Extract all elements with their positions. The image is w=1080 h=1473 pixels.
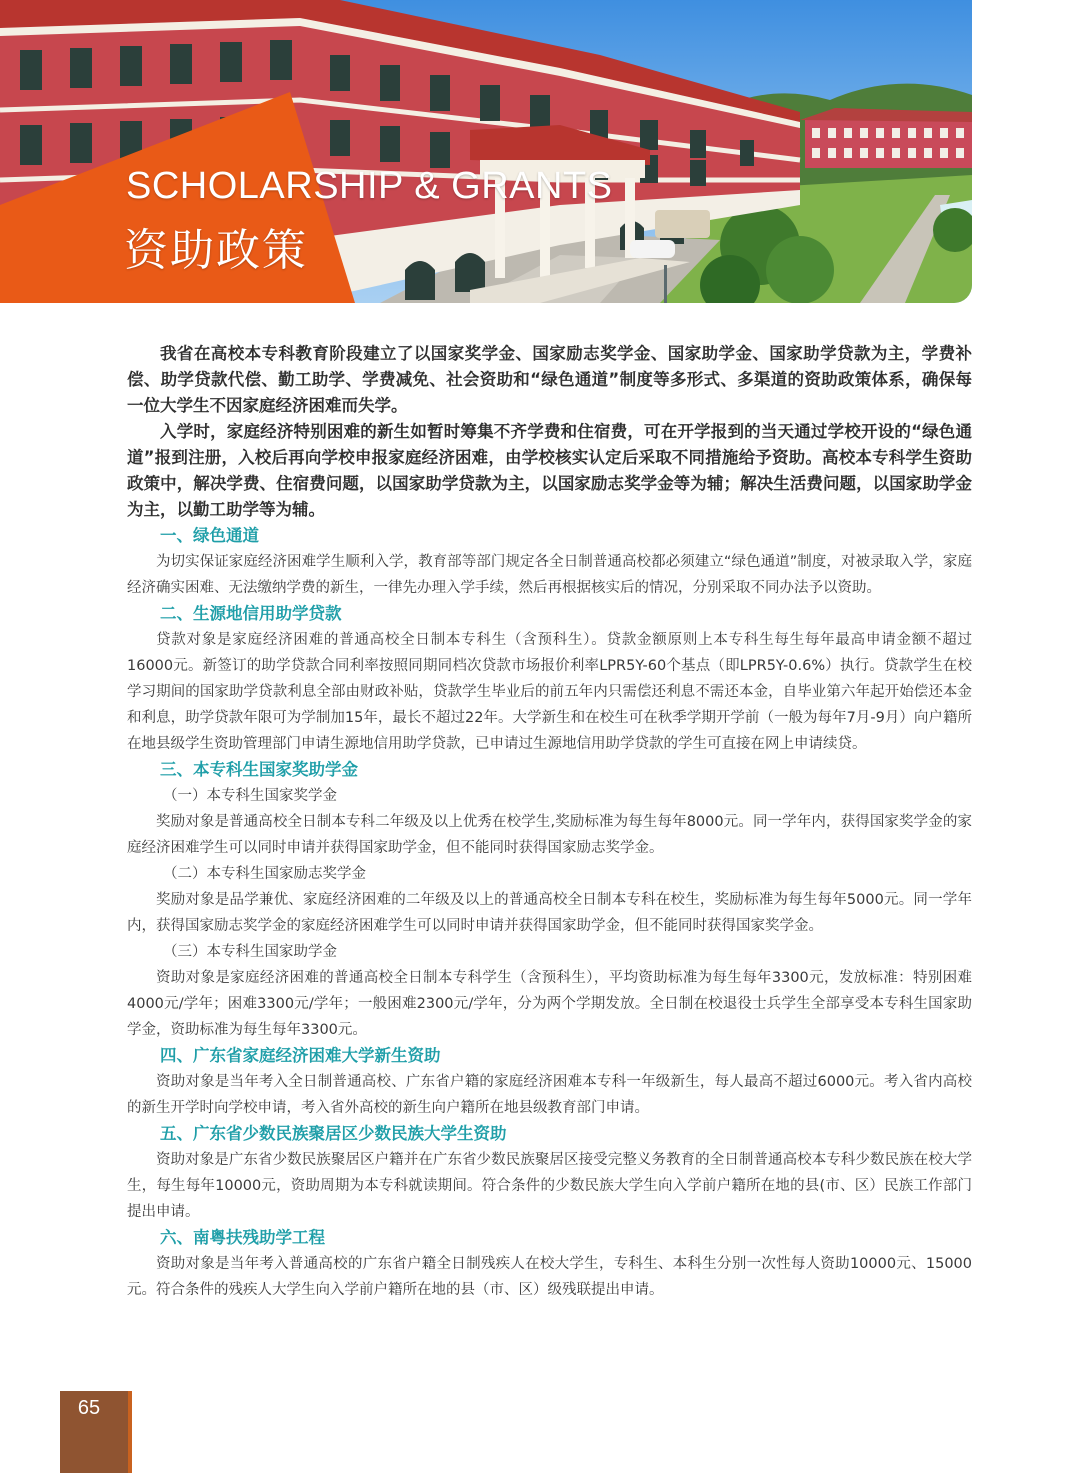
intro-block	[127, 341, 972, 523]
banner-title-cn: 资助政策	[124, 225, 308, 276]
intro-paragraph: 我省在高校本专科教育阶段建立了以国家奖学金、国家励志奖学金、国家助学金、国家助学贷款为主，学费补偿、助学贷款代偿、勤工助学、学费减免、社会资助和“绿色通道”制度等多形式、多渠道的资助政策体系，确保每一位大学生不因家庭经济困难而失学。	[127, 344, 972, 415]
header-banner	[0, 0, 972, 303]
subsection-title: （二）本专科生国家励志奖学金	[163, 866, 366, 882]
page-number: 65	[77, 1397, 101, 1419]
section-paragraph: 资助对象是当年考入全日制普通高校、广东省户籍的家庭经济困难本专科一年级新生，每人最高不超过6000元。考入省内高校的新生开学时向学校申请，考入省外高校的新生向户籍所在地县级教育部门申请。	[127, 1074, 972, 1116]
page-number-tab	[60, 1391, 128, 1473]
section-title-freshman-aid: 四、广东省家庭经济困难大学新生资助	[160, 1046, 441, 1065]
banner-title-en: SCHOLARSHIP & GRANTS	[126, 165, 613, 207]
section-title-green-channel: 一、绿色通道	[160, 526, 259, 545]
subsection-title: （一）本专科生国家奖学金	[163, 788, 337, 804]
page-tab-accent-line	[128, 1391, 132, 1473]
section-title-ethnic-minority-aid: 五、广东省少数民族聚居区少数民族大学生资助	[160, 1124, 507, 1143]
section-paragraph: 资助对象是当年考入普通高校的广东省户籍全日制残疾人在校大学生，专科生、本科生分别一次性每人资助10000元、15000元。符合条件的残疾人大学生向入学前户籍所在地的县（市、区）级残联提出申请。	[127, 1256, 972, 1298]
subsection-title: （三）本专科生国家助学金	[163, 944, 337, 960]
section-paragraph: 资助对象是广东省少数民族聚居区户籍并在广东省少数民族聚居区接受完整义务教育的全日制普通高校本专科少数民族在校大学生，每生每年10000元，资助周期为本专科就读期间。符合条件的少数民族大学生向入学前户籍所在地的县(市、区）民族工作部门提出申请。	[127, 1152, 972, 1220]
section-title-national-scholarships: 三、本专科生国家奖助学金	[160, 760, 358, 779]
section-title-student-loan: 二、生源地信用助学贷款	[160, 604, 342, 623]
intro-paragraph: 入学时，家庭经济特别困难的新生如暂时筹集不齐学费和住宿费，可在开学报到的当天通过学校开设的“绿色通道”报到注册，入校后再向学校申报家庭经济困难，由学校核实认定后采取不同措施给予资助。高校本专科学生资助政策中，解决学费、住宿费问题，以国家助学贷款为主，以国家励志奖学金等为辅；解决生活费问题，以国家助学金为主，以勤工助学等为辅。	[127, 422, 972, 519]
section-paragraph: 为切实保证家庭经济困难学生顺利入学，教育部等部门规定各全日制普通高校都必须建立“绿色通道”制度，对被录取入学，家庭经济确实困难、无法缴纳学费的新生，一律先办理入学手续，然后再根据核实后的情况，分别采取不同办法予以资助。	[127, 554, 972, 596]
section-paragraph: 贷款对象是家庭经济困难的普通高校全日制本专科生（含预科生）。贷款金额原则上本专科生每生每年最高申请金额不超过16000元。新签订的助学贷款合同利率按照同期同档次贷款市场报价利率LPR5Y-60个基点（即LPR5Y-0.6%）执行。贷款学生在校学习期间的国家助学贷款利息全部由财政补贴，贷款学生毕业后的前五年内只需偿还利息不需还本金，自毕业第六年起开始偿还本金和利息，助学贷款年限可为学制加15年，最长不超过22年。大学新生和在校生可在秋季学期开学前（一般为每年7月-9月）向户籍所在地县级学生资助管理部门申请生源地信用助学贷款，已申请过生源地信用助学贷款的学生可直接在网上申请续贷。	[127, 632, 972, 752]
section-title-disability-aid: 六、南粤扶残助学工程	[160, 1228, 325, 1247]
section-paragraph: 奖励对象是品学兼优、家庭经济困难的二年级及以上的普通高校全日制本专科在校生，奖励标准为每生每年5000元。同一学年内，获得国家励志奖学金的家庭经济困难学生可以同时申请并获得国家助学金，但不能同时获得国家奖学金。	[127, 892, 972, 934]
section-paragraph: 奖励对象是普通高校全日制本专科二年级及以上优秀在校学生,奖励标准为每生每年8000元。同一学年内，获得国家奖学金的家庭经济困难学生可以同时申请并获得国家助学金，但不能同时获得国家励志奖学金。	[127, 814, 972, 856]
section-paragraph: 资助对象是家庭经济困难的普通高校全日制本专科学生（含预科生），平均资助标准为每生每年3300元，发放标准：特别困难4000元/学年；困难3300元/学年；一般困难2300元/学年，分为两个学期发放。全日制在校退役士兵学生全部享受本专科生国家助学金，资助标准为每生每年3300元。	[127, 970, 972, 1038]
article-body	[127, 341, 972, 1303]
